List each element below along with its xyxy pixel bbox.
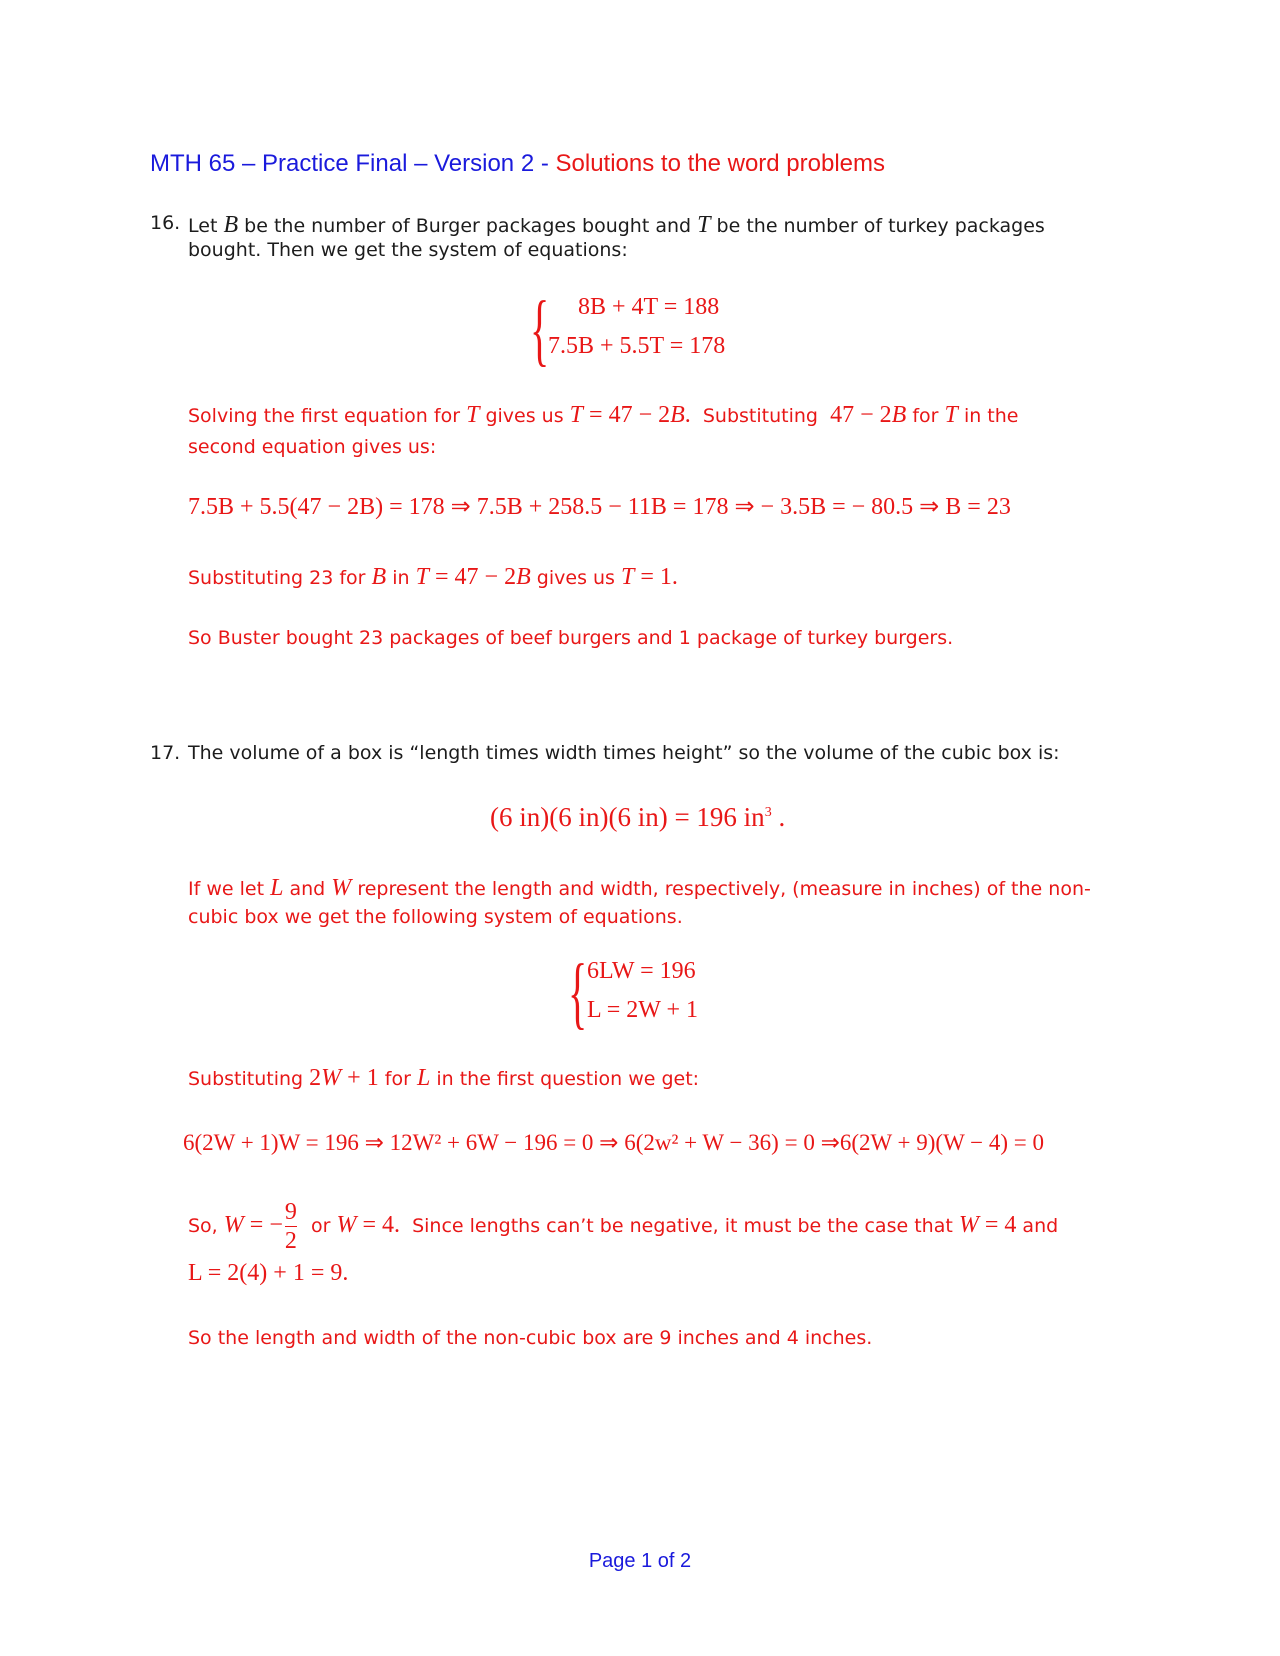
p17-so-text: So, W = − $\frac{9}{2}$ or W = 4. Since lengths can’t be negative, it must be the case that W = 4 and	[188, 1199, 1059, 1254]
fraction-nine-halves: $\frac{9}{2}$	[284, 1199, 297, 1254]
system-brace: {	[530, 286, 550, 374]
page-title: MTH 65 – Practice Final – Version 2 - Solutions to the word problems	[150, 150, 886, 177]
p17-volume: (6 in)(6 in)(6 in) = 196 $in^3$ .	[490, 802, 786, 832]
system-brace-2: {	[568, 949, 588, 1037]
p16-equation-2: 7.5B + 5.5T = 178	[548, 333, 726, 359]
p17-equation-1: 6LW = 196	[587, 958, 696, 984]
p17-substitute-text: Substituting 2W + 1 for L in the first question we get:	[188, 1065, 700, 1091]
problem-16-number: 16.	[150, 212, 181, 234]
p16-solve-text: Solving the first equation for T gives us T = 47 − 2B. Substituting 47 − 2B for T in the	[188, 402, 1019, 428]
p17-equation-chain: 6(2W + 1)W = 196 ⇒ 12W² + 6W − 196 = 0 ⇒ 6(2w² + W − 36) = 0 ⇒6(2W + 9)(W − 4) = 0	[183, 1130, 1044, 1155]
p17-equation-2: L = 2W + 1	[587, 997, 699, 1023]
p16-solve-text-2: second equation gives us:	[188, 436, 437, 458]
p16-substitute-text: Substituting 23 for B in T = 47 − 2B gives us T = 1.	[188, 564, 678, 590]
p16-equation-1: 8B + 4T = 188	[578, 294, 720, 320]
p16-answer: So Buster bought 23 packages of beef burgers and 1 package of turkey burgers.	[188, 627, 954, 649]
p17-system-intro: If we let L and W represent the length and width, respectively, (measure in inches) of the non- cubic box we get the following system of equations.	[188, 875, 1091, 928]
problem-16-intro: Let B be the number of Burger packages bought and T be the number of turkey packages bought. Then we get the system of equations:	[188, 212, 1045, 261]
p16-equation-chain: 7.5B + 5.5(47 − 2B) = 178 ⇒ 7.5B + 258.5 − 11B = 178 ⇒ − 3.5B = − 80.5 ⇒ B = 23	[188, 494, 1011, 520]
page-footer: Page 1 of 2	[588, 1550, 692, 1572]
problem-17-intro: The volume of a box is “length times width times height” so the volume of the cubic box is:	[188, 742, 1060, 764]
p17-answer: So the length and width of the non-cubic box are 9 inches and 4 inches.	[188, 1327, 873, 1349]
problem-17-number: 17.	[150, 742, 181, 764]
p17-l-value: L = 2(4) + 1 = 9.	[188, 1260, 349, 1286]
